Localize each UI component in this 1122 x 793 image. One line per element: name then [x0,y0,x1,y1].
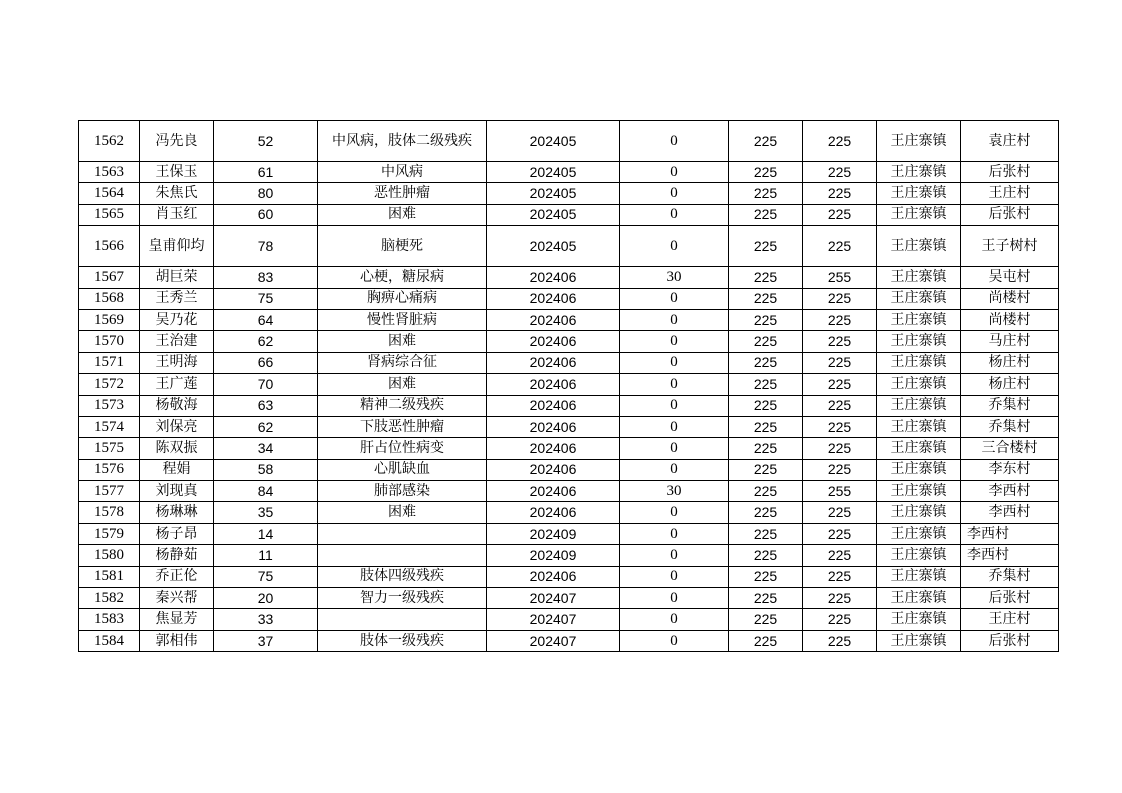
village-cell: 杨庄村 [961,374,1059,395]
age-cell: 33 [214,609,318,630]
name-cell: 秦兴帮 [140,588,214,609]
table-row [79,267,1059,288]
village-cell: 王子树村 [961,226,1059,267]
total-amount-cell: 225 [803,545,877,566]
name-cell: 刘现真 [140,481,214,502]
reason-cell: 肝占位性病变 [318,438,487,459]
town-cell: 王庄寨镇 [877,416,961,437]
name-cell: 皇甫仰均 [140,226,214,267]
total-amount-cell: 225 [803,630,877,651]
reason-cell: 中风病 [318,162,487,183]
base-amount-cell: 225 [729,502,803,523]
age-cell: 80 [214,183,318,204]
name-cell: 焦显芳 [140,609,214,630]
reason-cell [318,609,487,630]
age-cell: 62 [214,331,318,352]
table-row [79,183,1059,204]
table-row [79,374,1059,395]
base-amount-cell: 225 [729,309,803,330]
age-cell: 61 [214,162,318,183]
name-cell: 胡巨荣 [140,267,214,288]
name-cell: 冯先良 [140,121,214,162]
village-cell: 马庄村 [961,331,1059,352]
start-month-cell: 202406 [487,331,620,352]
name-cell: 王治建 [140,331,214,352]
base-amount-cell: 225 [729,162,803,183]
base-amount-cell: 225 [729,267,803,288]
base-amount-cell: 225 [729,121,803,162]
extra-amount-cell: 30 [620,267,729,288]
total-amount-cell: 225 [803,309,877,330]
reason-cell: 恶性肿瘤 [318,183,487,204]
name-cell: 杨子昂 [140,523,214,544]
extra-amount-cell: 0 [620,609,729,630]
extra-amount-cell: 30 [620,481,729,502]
town-cell: 王庄寨镇 [877,502,961,523]
total-amount-cell: 225 [803,204,877,225]
name-cell: 王秀兰 [140,288,214,309]
total-amount-cell: 225 [803,523,877,544]
extra-amount-cell: 0 [620,331,729,352]
town-cell: 王庄寨镇 [877,630,961,651]
village-cell: 三合楼村 [961,438,1059,459]
age-cell: 84 [214,481,318,502]
serial-number-cell: 1567 [79,267,140,288]
village-cell: 乔集村 [961,566,1059,587]
start-month-cell: 202405 [487,162,620,183]
table-row [79,352,1059,373]
reason-cell [318,545,487,566]
total-amount-cell: 225 [803,226,877,267]
reason-cell: 心梗，糖尿病 [318,267,487,288]
start-month-cell: 202407 [487,609,620,630]
village-cell: 吴屯村 [961,267,1059,288]
total-amount-cell: 225 [803,502,877,523]
start-month-cell: 202409 [487,545,620,566]
age-cell: 62 [214,416,318,437]
town-cell: 王庄寨镇 [877,523,961,544]
start-month-cell: 202406 [487,502,620,523]
serial-number-cell: 1582 [79,588,140,609]
name-cell: 王明海 [140,352,214,373]
reason-cell: 下肢恶性肿瘤 [318,416,487,437]
age-cell: 70 [214,374,318,395]
serial-number-cell: 1572 [79,374,140,395]
serial-number-cell: 1562 [79,121,140,162]
base-amount-cell: 225 [729,481,803,502]
age-cell: 66 [214,352,318,373]
age-cell: 78 [214,226,318,267]
extra-amount-cell: 0 [620,288,729,309]
name-cell: 肖玉红 [140,204,214,225]
name-cell: 王广莲 [140,374,214,395]
age-cell: 11 [214,545,318,566]
start-month-cell: 202406 [487,374,620,395]
extra-amount-cell: 0 [620,459,729,480]
age-cell: 64 [214,309,318,330]
base-amount-cell: 225 [729,523,803,544]
age-cell: 63 [214,395,318,416]
reason-cell: 困难 [318,374,487,395]
reason-cell: 胸痹心痛病 [318,288,487,309]
age-cell: 52 [214,121,318,162]
base-amount-cell: 225 [729,630,803,651]
age-cell: 35 [214,502,318,523]
extra-amount-cell: 0 [620,204,729,225]
town-cell: 王庄寨镇 [877,566,961,587]
name-cell: 乔正伦 [140,566,214,587]
base-amount-cell: 225 [729,374,803,395]
village-cell: 后张村 [961,204,1059,225]
table-row [79,438,1059,459]
town-cell: 王庄寨镇 [877,352,961,373]
base-amount-cell: 225 [729,566,803,587]
start-month-cell: 202406 [487,309,620,330]
base-amount-cell: 225 [729,459,803,480]
extra-amount-cell: 0 [620,374,729,395]
town-cell: 王庄寨镇 [877,374,961,395]
total-amount-cell: 225 [803,459,877,480]
village-cell: 后张村 [961,588,1059,609]
table-row [79,545,1059,566]
town-cell: 王庄寨镇 [877,588,961,609]
table-row [79,121,1059,162]
town-cell: 王庄寨镇 [877,395,961,416]
table-row [79,609,1059,630]
town-cell: 王庄寨镇 [877,121,961,162]
total-amount-cell: 225 [803,588,877,609]
serial-number-cell: 1563 [79,162,140,183]
town-cell: 王庄寨镇 [877,438,961,459]
age-cell: 14 [214,523,318,544]
extra-amount-cell: 0 [620,630,729,651]
serial-number-cell: 1571 [79,352,140,373]
town-cell: 王庄寨镇 [877,267,961,288]
name-cell: 郭相伟 [140,630,214,651]
total-amount-cell: 225 [803,438,877,459]
table-row [79,162,1059,183]
extra-amount-cell: 0 [620,416,729,437]
reason-cell: 肢体四级残疾 [318,566,487,587]
age-cell: 37 [214,630,318,651]
village-cell: 杨庄村 [961,352,1059,373]
total-amount-cell: 225 [803,374,877,395]
start-month-cell: 202405 [487,121,620,162]
extra-amount-cell: 0 [620,352,729,373]
start-month-cell: 202406 [487,352,620,373]
village-cell: 乔集村 [961,416,1059,437]
village-cell: 王庄村 [961,183,1059,204]
total-amount-cell: 225 [803,416,877,437]
base-amount-cell: 225 [729,183,803,204]
start-month-cell: 202405 [487,226,620,267]
reason-cell: 肢体一级残疾 [318,630,487,651]
reason-cell: 脑梗死 [318,226,487,267]
extra-amount-cell: 0 [620,121,729,162]
total-amount-cell: 255 [803,481,877,502]
reason-cell: 中风病，肢体二级残疾 [318,121,487,162]
village-cell: 王庄村 [961,609,1059,630]
start-month-cell: 202406 [487,267,620,288]
town-cell: 王庄寨镇 [877,204,961,225]
name-cell: 陈双振 [140,438,214,459]
village-cell: 乔集村 [961,395,1059,416]
age-cell: 20 [214,588,318,609]
village-cell: 袁庄村 [961,121,1059,162]
age-cell: 83 [214,267,318,288]
serial-number-cell: 1578 [79,502,140,523]
reason-cell: 心肌缺血 [318,459,487,480]
base-amount-cell: 225 [729,438,803,459]
serial-number-cell: 1566 [79,226,140,267]
total-amount-cell: 225 [803,566,877,587]
table-row [79,331,1059,352]
table-row [79,459,1059,480]
total-amount-cell: 225 [803,288,877,309]
table-row [79,523,1059,544]
extra-amount-cell: 0 [620,162,729,183]
town-cell: 王庄寨镇 [877,331,961,352]
table-row [79,309,1059,330]
extra-amount-cell: 0 [620,545,729,566]
start-month-cell: 202406 [487,481,620,502]
serial-number-cell: 1577 [79,481,140,502]
table-row [79,226,1059,267]
serial-number-cell: 1570 [79,331,140,352]
base-amount-cell: 225 [729,352,803,373]
start-month-cell: 202407 [487,630,620,651]
name-cell: 王保玉 [140,162,214,183]
reason-cell: 智力一级残疾 [318,588,487,609]
start-month-cell: 202405 [487,183,620,204]
village-cell: 李西村 [961,502,1059,523]
serial-number-cell: 1568 [79,288,140,309]
total-amount-cell: 225 [803,183,877,204]
age-cell: 75 [214,566,318,587]
serial-number-cell: 1581 [79,566,140,587]
start-month-cell: 202406 [487,459,620,480]
town-cell: 王庄寨镇 [877,609,961,630]
start-month-cell: 202406 [487,395,620,416]
reason-cell: 慢性肾脏病 [318,309,487,330]
serial-number-cell: 1565 [79,204,140,225]
village-cell: 李西村 [961,545,1059,566]
reason-cell: 困难 [318,502,487,523]
total-amount-cell: 225 [803,609,877,630]
town-cell: 王庄寨镇 [877,226,961,267]
village-cell: 李西村 [961,481,1059,502]
village-cell: 李西村 [961,523,1059,544]
start-month-cell: 202406 [487,566,620,587]
town-cell: 王庄寨镇 [877,459,961,480]
extra-amount-cell: 0 [620,395,729,416]
table-row [79,630,1059,651]
roster-table [78,120,1059,652]
town-cell: 王庄寨镇 [877,481,961,502]
base-amount-cell: 225 [729,416,803,437]
town-cell: 王庄寨镇 [877,183,961,204]
table-row [79,481,1059,502]
reason-cell: 困难 [318,204,487,225]
start-month-cell: 202409 [487,523,620,544]
base-amount-cell: 225 [729,609,803,630]
table-row [79,288,1059,309]
table-row [79,502,1059,523]
serial-number-cell: 1573 [79,395,140,416]
table-row [79,395,1059,416]
total-amount-cell: 225 [803,352,877,373]
serial-number-cell: 1575 [79,438,140,459]
extra-amount-cell: 0 [620,588,729,609]
base-amount-cell: 225 [729,226,803,267]
serial-number-cell: 1564 [79,183,140,204]
reason-cell: 困难 [318,331,487,352]
village-cell: 李东村 [961,459,1059,480]
extra-amount-cell: 0 [620,502,729,523]
village-cell: 尚楼村 [961,309,1059,330]
name-cell: 朱焦氏 [140,183,214,204]
total-amount-cell: 225 [803,395,877,416]
serial-number-cell: 1569 [79,309,140,330]
table-row [79,588,1059,609]
town-cell: 王庄寨镇 [877,545,961,566]
town-cell: 王庄寨镇 [877,288,961,309]
reason-cell: 肾病综合征 [318,352,487,373]
reason-cell [318,523,487,544]
base-amount-cell: 225 [729,395,803,416]
base-amount-cell: 225 [729,288,803,309]
town-cell: 王庄寨镇 [877,162,961,183]
roster-table-body [79,121,1059,652]
age-cell: 75 [214,288,318,309]
extra-amount-cell: 0 [620,226,729,267]
table-row [79,204,1059,225]
extra-amount-cell: 0 [620,309,729,330]
name-cell: 程娟 [140,459,214,480]
serial-number-cell: 1574 [79,416,140,437]
base-amount-cell: 225 [729,545,803,566]
base-amount-cell: 225 [729,204,803,225]
extra-amount-cell: 0 [620,566,729,587]
extra-amount-cell: 0 [620,183,729,204]
total-amount-cell: 255 [803,267,877,288]
name-cell: 杨静茹 [140,545,214,566]
reason-cell: 精神二级残疾 [318,395,487,416]
town-cell: 王庄寨镇 [877,309,961,330]
age-cell: 60 [214,204,318,225]
serial-number-cell: 1576 [79,459,140,480]
table-row [79,416,1059,437]
age-cell: 34 [214,438,318,459]
village-cell: 后张村 [961,630,1059,651]
reason-cell: 肺部感染 [318,481,487,502]
start-month-cell: 202407 [487,588,620,609]
serial-number-cell: 1583 [79,609,140,630]
name-cell: 杨敬海 [140,395,214,416]
village-cell: 后张村 [961,162,1059,183]
base-amount-cell: 225 [729,588,803,609]
name-cell: 杨琳琳 [140,502,214,523]
serial-number-cell: 1584 [79,630,140,651]
serial-number-cell: 1579 [79,523,140,544]
name-cell: 吴乃花 [140,309,214,330]
serial-number-cell: 1580 [79,545,140,566]
age-cell: 58 [214,459,318,480]
base-amount-cell: 225 [729,331,803,352]
total-amount-cell: 225 [803,121,877,162]
extra-amount-cell: 0 [620,523,729,544]
start-month-cell: 202406 [487,416,620,437]
name-cell: 刘保亮 [140,416,214,437]
start-month-cell: 202406 [487,288,620,309]
total-amount-cell: 225 [803,162,877,183]
village-cell: 尚楼村 [961,288,1059,309]
start-month-cell: 202405 [487,204,620,225]
table-row [79,566,1059,587]
extra-amount-cell: 0 [620,438,729,459]
total-amount-cell: 225 [803,331,877,352]
start-month-cell: 202406 [487,438,620,459]
